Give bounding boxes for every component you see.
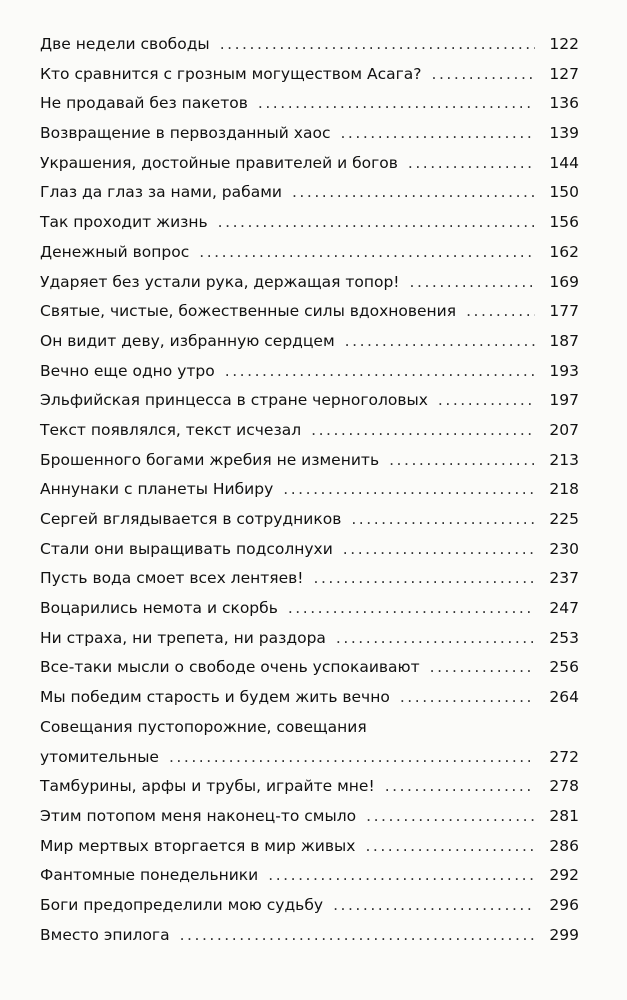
toc-entry[interactable] <box>40 60 579 90</box>
toc-entry[interactable] <box>40 238 579 268</box>
entry-page-number: 218 <box>549 480 579 499</box>
entry-page-number: 213 <box>549 450 579 469</box>
dot-leader <box>314 564 536 594</box>
toc-entry[interactable] <box>40 772 579 802</box>
entry-page-number: 264 <box>549 688 579 707</box>
toc-entry[interactable] <box>40 386 579 416</box>
entry-page-number: 150 <box>549 183 579 202</box>
toc-list <box>40 30 579 950</box>
dot-leader <box>218 208 535 238</box>
entry-title: Эльфийская принцесса в стране черноголовых <box>40 391 428 410</box>
entry-title: Ударяет без устали рука, держащая топор! <box>40 272 400 291</box>
entry-page-number: 177 <box>549 302 579 321</box>
entry-title-line-1 <box>40 713 579 743</box>
entry-title: Совещания пустопорожние, совещания <box>40 717 367 736</box>
toc-entry[interactable] <box>40 683 579 713</box>
entry-title: Не продавай без пакетов <box>40 94 248 113</box>
entry-title: Сергей вглядывается в сотрудников <box>40 510 342 528</box>
dot-leader <box>365 832 535 862</box>
dot-leader <box>345 327 535 357</box>
entry-page-number: 237 <box>549 569 579 588</box>
dot-leader <box>432 60 535 90</box>
dot-leader <box>343 535 535 565</box>
entry-page-number: 156 <box>549 213 579 232</box>
entry-title: Боги предопределили мою судьбу <box>40 895 324 914</box>
entry-page-number: 292 <box>549 866 579 885</box>
toc-entry[interactable] <box>40 297 579 327</box>
entry-page-number: 247 <box>549 599 579 618</box>
toc-entry[interactable] <box>40 594 579 624</box>
dot-leader <box>225 357 535 387</box>
toc-entry[interactable] <box>40 208 579 238</box>
entry-page-number: 281 <box>549 806 579 825</box>
dot-leader <box>408 149 535 179</box>
entry-page-number: 144 <box>549 153 579 172</box>
entry-page-number: 278 <box>549 777 579 796</box>
entry-title: Брошенного богами жребия не изменить <box>40 450 380 469</box>
dot-leader <box>180 921 535 951</box>
entry-page-number: 127 <box>549 64 579 83</box>
dot-leader <box>199 238 535 268</box>
entry-page-number: 272 <box>549 747 579 766</box>
entry-page-number: 122 <box>549 35 579 53</box>
entry-title: Текст появлялся, текст исчезал <box>40 420 302 439</box>
dot-leader <box>438 386 535 416</box>
dot-leader <box>466 297 535 327</box>
entry-title: Вместо эпилога <box>40 925 170 944</box>
entry-page-number: 253 <box>549 628 579 647</box>
toc-entry[interactable] <box>40 30 579 60</box>
toc-entry[interactable] <box>40 505 579 535</box>
toc-entry[interactable] <box>40 832 579 862</box>
entry-title: Украшения, достойные правителей и богов <box>40 153 398 172</box>
entry-page-number: 136 <box>549 94 579 113</box>
dot-leader <box>333 891 535 921</box>
entry-title: Воцарились немота и скорбь <box>40 599 278 618</box>
toc-entry[interactable] <box>40 891 579 921</box>
dot-leader <box>311 416 535 446</box>
toc-entry[interactable] <box>40 178 579 208</box>
entry-title: Глаз да глаз за нами, рабами <box>40 183 282 202</box>
entry-title-continued: утомительные <box>40 747 159 766</box>
dot-leader <box>258 89 535 119</box>
entry-title: Мир мертвых вторгается в мир живых <box>40 836 356 855</box>
toc-entry[interactable] <box>40 357 579 387</box>
toc-entry[interactable] <box>40 564 579 594</box>
entry-title: Пусть вода смоет всех лентяев! <box>40 569 304 588</box>
entry-page-number: 256 <box>549 658 579 677</box>
entry-title: Тамбурины, арфы и трубы, играйте мне! <box>40 777 375 796</box>
toc-entry[interactable] <box>40 149 579 179</box>
entry-title: Две недели свободы <box>40 35 210 53</box>
dot-leader <box>385 772 535 802</box>
entry-title: Все-таки мысли о свободе очень успокаивают <box>40 658 420 677</box>
toc-entry[interactable] <box>40 446 579 476</box>
entry-page-number: 139 <box>549 124 579 143</box>
toc-entry[interactable] <box>40 921 579 951</box>
entry-page-number: 207 <box>549 420 579 439</box>
entry-title: Вечно еще одно утро <box>40 361 215 380</box>
entry-page-number: 286 <box>549 836 579 855</box>
toc-entry[interactable] <box>40 861 579 891</box>
dot-leader <box>400 683 535 713</box>
entry-page-number: 296 <box>549 895 579 914</box>
toc-entry[interactable] <box>40 327 579 357</box>
dot-leader <box>169 743 535 773</box>
toc-entry[interactable] <box>40 653 579 683</box>
entry-page-number: 197 <box>549 391 579 410</box>
entry-title: Фантомные понедельники <box>40 866 259 885</box>
dot-leader <box>410 268 535 298</box>
entry-title: Аннунаки с планеты Нибиру <box>40 480 274 499</box>
toc-entry[interactable] <box>40 624 579 654</box>
entry-page-number: 169 <box>549 272 579 291</box>
dot-leader <box>220 30 535 60</box>
entry-page-number: 193 <box>549 361 579 380</box>
entry-title-line-2 <box>40 743 579 773</box>
dot-leader <box>340 119 535 149</box>
entry-title: Ни страха, ни трепета, ни раздора <box>40 628 326 647</box>
toc-entry[interactable] <box>40 268 579 298</box>
toc-entry[interactable] <box>40 802 579 832</box>
dot-leader <box>283 475 535 505</box>
entry-title: Этим потопом меня наконец-то смыло <box>40 806 357 825</box>
entry-page-number: 225 <box>549 510 579 528</box>
dot-leader <box>336 624 535 654</box>
dot-leader <box>430 653 535 683</box>
toc-entry[interactable] <box>40 475 579 505</box>
entry-title: Так проходит жизнь <box>40 213 208 232</box>
dot-leader <box>351 505 535 535</box>
entry-title: Мы победим старость и будем жить вечно <box>40 688 390 707</box>
entry-title: Стали они выращивать подсолнухи <box>40 539 333 558</box>
entry-page-number: 299 <box>549 925 579 944</box>
dot-leader <box>292 178 535 208</box>
toc-entry-multiline[interactable] <box>40 713 579 772</box>
entry-title: Денежный вопрос <box>40 242 190 261</box>
dot-leader <box>268 861 535 891</box>
toc-entry[interactable] <box>40 535 579 565</box>
entry-title: Он видит деву, избранную сердцем <box>40 331 335 350</box>
entry-title: Возвращение в первозданный хаос <box>40 124 331 143</box>
entry-title: Святые, чистые, божественные силы вдохновения <box>40 302 457 321</box>
entry-page-number: 230 <box>549 539 579 558</box>
entry-page-number: 187 <box>549 331 579 350</box>
dot-leader <box>366 802 535 832</box>
dot-leader <box>288 594 535 624</box>
entry-title: Кто сравнится с грозным могуществом Асага? <box>40 64 422 83</box>
entry-page-number: 162 <box>549 242 579 261</box>
toc-entry[interactable] <box>40 119 579 149</box>
toc-entry[interactable] <box>40 89 579 119</box>
dot-leader <box>389 446 535 476</box>
toc-entry[interactable] <box>40 416 579 446</box>
